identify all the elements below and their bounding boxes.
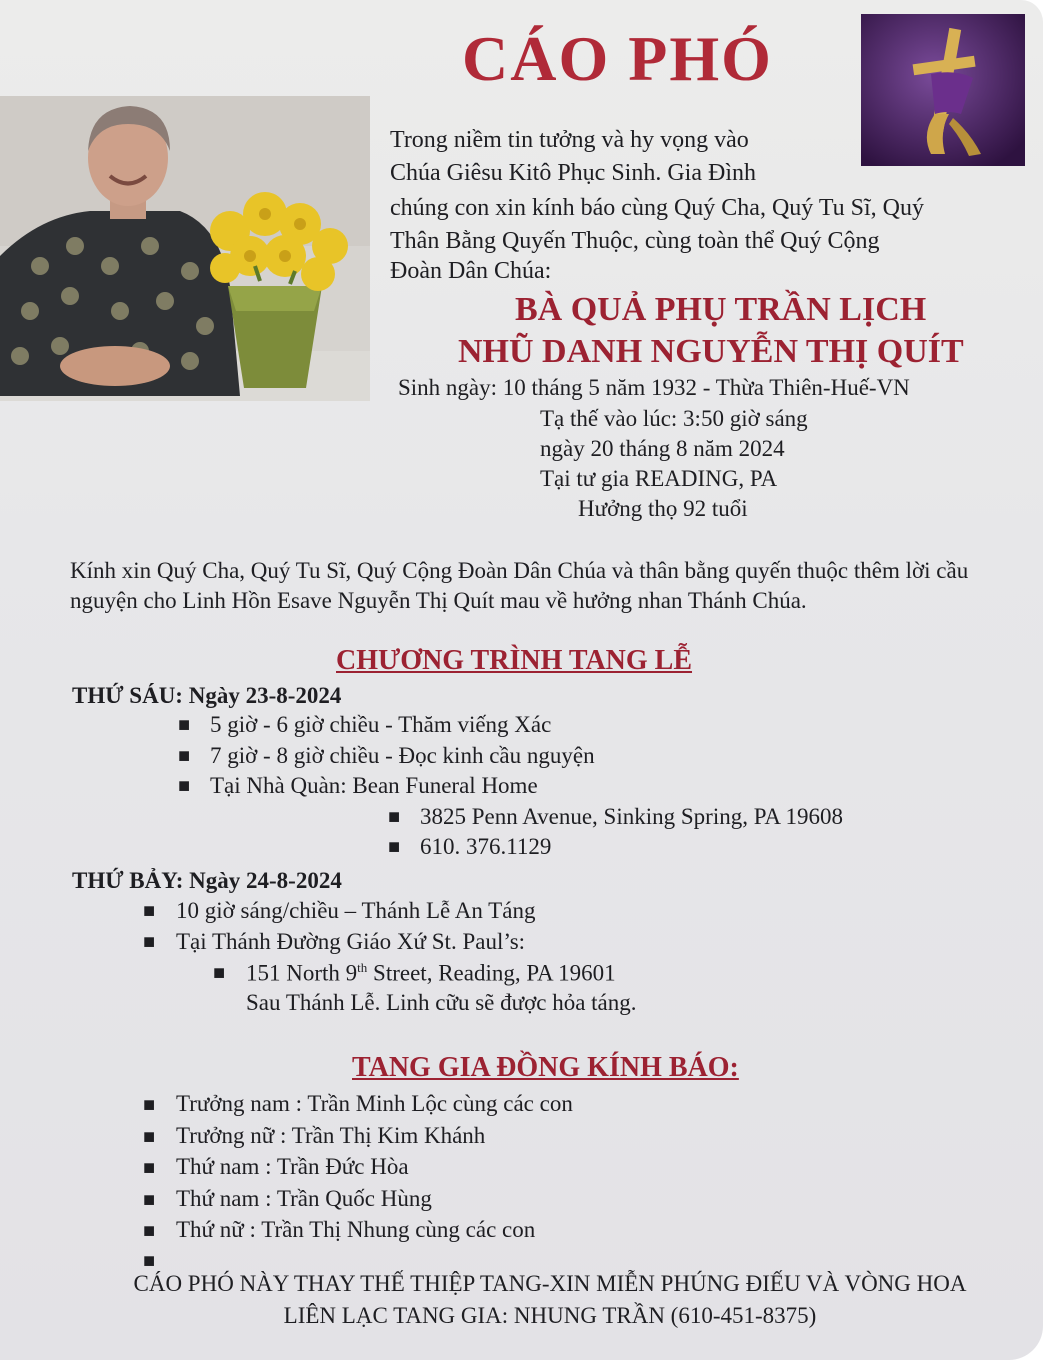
after-mass-note: Sau Thánh Lễ. Linh cữu sẽ được hỏa táng. bbox=[246, 990, 637, 1015]
ordinal-suffix: th bbox=[357, 960, 368, 975]
footer-contact: LIÊN LẠC TANG GIA: NHUNG TRẦN (610-451-8375) bbox=[283, 1303, 817, 1328]
intro-line: Đoàn Dân Chúa: bbox=[390, 258, 552, 284]
intro-line: chúng con xin kính báo cùng Quý Cha, Quý Tu Sĩ, Quý bbox=[390, 195, 924, 221]
intro-line: Chúa Giêsu Kitô Phục Sinh. Gia Đình bbox=[390, 160, 756, 186]
intro-line: Thân Bằng Quyến Thuộc, cùng toàn thể Quý Cộng bbox=[390, 228, 880, 254]
saturday-item: Tại Thánh Đường Giáo Xứ St. Paul’s: bbox=[176, 929, 526, 954]
bullet-icon: ■ bbox=[143, 900, 156, 922]
bullet-icon: ■ bbox=[388, 806, 401, 828]
friday-item: Tại Nhà Quàn: Bean Funeral Home bbox=[210, 773, 538, 798]
bullet-icon: ■ bbox=[143, 1094, 156, 1116]
friday-item: 7 giờ - 8 giờ chiều - Đọc kinh cầu nguyện bbox=[210, 743, 595, 768]
bullet-icon: ■ bbox=[143, 1189, 156, 1211]
family-member: Trưởng nam : Trần Minh Lộc cùng các con bbox=[176, 1091, 573, 1116]
intro-line: Trong niềm tin tưởng và hy vọng vào bbox=[390, 127, 749, 153]
death-place: Tại tư gia READING, PA bbox=[540, 466, 778, 491]
age-at-death: Hưởng thọ 92 tuổi bbox=[578, 496, 748, 521]
bullet-icon: ■ bbox=[143, 1220, 156, 1242]
family-member: Thứ nam : Trần Quốc Hùng bbox=[176, 1186, 432, 1211]
friday-label: THỨ SÁU: Ngày 23-8-2024 bbox=[72, 683, 342, 708]
funeral-home-phone: 610. 376.1129 bbox=[420, 834, 552, 859]
death-date: ngày 20 tháng 8 năm 2024 bbox=[540, 436, 785, 461]
bullet-icon: ■ bbox=[178, 714, 191, 736]
death-time: Tạ thế vào lúc: 3:50 giờ sáng bbox=[540, 406, 808, 431]
footer-notice: CÁO PHÓ NÀY THAY THẾ THIỆP TANG-XIN MIỄN PHÚNG ĐIẾU VÀ VÒNG HOA bbox=[133, 1271, 967, 1296]
bullet-icon: ■ bbox=[143, 1157, 156, 1179]
bullet-icon: ■ bbox=[143, 931, 156, 953]
portrait-photo bbox=[0, 96, 370, 401]
bullet-icon: ■ bbox=[178, 775, 191, 797]
funeral-home-address: 3825 Penn Avenue, Sinking Spring, PA 19608 bbox=[420, 804, 843, 829]
bullet-icon: ■ bbox=[388, 836, 401, 858]
bullet-icon: ■ bbox=[143, 1126, 156, 1148]
prayer-request: Kính xin Quý Cha, Quý Tu Sĩ, Quý Cộng Đoàn Dân Chúa và thân bằng quyến thuộc thêm lời cầu nguyện cho Linh Hồn Esave Nguyễn Thị Quít mau về hưởng nhan Thánh Chúa. bbox=[70, 558, 969, 613]
family-member: Thứ nữ : Trần Thị Nhung cùng các con bbox=[176, 1217, 536, 1242]
bullet-icon: ■ bbox=[178, 745, 191, 767]
deceased-name-line2: NHŨ DANH NGUYỄN THỊ QUÍT bbox=[458, 333, 964, 370]
deceased-name-line1: BÀ QUẢ PHỤ TRẦN LỊCH bbox=[515, 291, 927, 328]
program-heading: CHƯƠNG TRÌNH TANG LỄ bbox=[336, 645, 693, 676]
birth-info: Sinh ngày: 10 tháng 5 năm 1932 - Thừa Thiên-Huế-VN bbox=[398, 375, 910, 400]
church-address-number: 151 North 9 bbox=[246, 960, 358, 986]
saturday-item: 10 giờ sáng/chiều – Thánh Lễ An Táng bbox=[176, 898, 536, 923]
bullet-icon: ■ bbox=[213, 962, 226, 984]
church-address bbox=[246, 960, 616, 987]
family-member: Trưởng nữ : Trần Thị Kim Khánh bbox=[176, 1123, 486, 1148]
bullet-icon: ■ bbox=[143, 1250, 156, 1272]
church-address-street: Street, Reading, PA 19601 bbox=[367, 960, 616, 986]
saturday-label: THỨ BẢY: Ngày 24-8-2024 bbox=[72, 868, 342, 893]
family-heading: TANG GIA ĐỒNG KÍNH BÁO: bbox=[352, 1052, 739, 1083]
family-member: Thứ nam : Trần Đức Hòa bbox=[176, 1154, 409, 1179]
cross-icon bbox=[861, 14, 1025, 166]
page-title: CÁO PHÓ bbox=[462, 23, 773, 94]
friday-item: 5 giờ - 6 giờ chiều - Thăm viếng Xác bbox=[210, 712, 552, 737]
